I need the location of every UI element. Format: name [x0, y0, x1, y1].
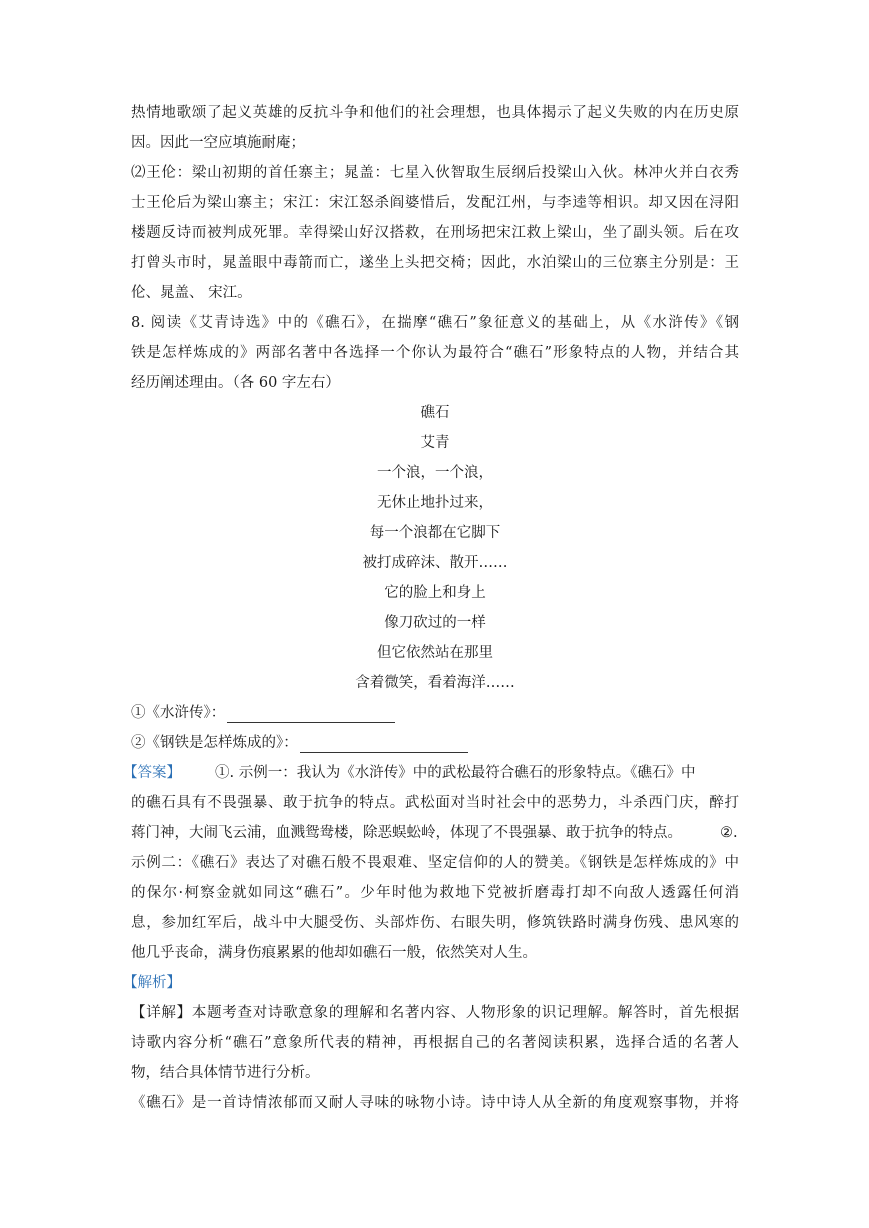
answer-blank-line[interactable]	[227, 704, 395, 723]
answer-blank-line[interactable]	[300, 734, 468, 753]
poem-line: 一个浪，一个浪，	[377, 465, 493, 481]
poem-title: 礁石	[420, 405, 450, 421]
answer-tag: 【答案】	[123, 765, 181, 781]
poem-line: 像刀砍过的一样	[384, 615, 486, 631]
question-8-line: 经历阐述理由。（各 60 字左右）	[131, 375, 340, 391]
text-line: 士王伦后为梁山寨主；宋江：宋江怒杀阎婆惜后，发配江州，与李逵等相识。却又因在浔阳	[131, 195, 739, 211]
answer-line: 的礁石具有不畏强暴、敢于抗争的特点。武松面对当时社会中的恶势力，斗杀西门庆，醉打	[131, 795, 739, 811]
poem	[131, 398, 739, 698]
poem-author: 艾青	[420, 435, 450, 451]
text-line: 打曾头市时，晁盖眼中毒箭而亡，遂坐上头把交椅；因此，水泊梁山的三位寨主分别是：王	[131, 255, 739, 271]
analysis-tag: 【解析】	[123, 975, 181, 991]
poem-line: 被打成碎沫、散开……	[362, 555, 508, 571]
analysis-line: 诗歌内容分析“礁石”意象所代表的精神，再根据自己的名著阅读积累，选择合适的名著人	[131, 1035, 739, 1051]
answer-blank-1	[131, 698, 739, 728]
text-line: 楼题反诗而被判成死罪。幸得梁山好汉搭救，在刑场把宋江救上梁山，坐了副头领。后在攻	[131, 225, 739, 241]
text-line: 伦、晁盖、 宋江。	[131, 285, 252, 301]
text-line: ⑵王伦：梁山初期的首任寨主；晁盖：七星入伙智取生辰纲后投梁山入伙。林冲火并白衣秀	[131, 165, 739, 181]
answer-first-line	[123, 758, 739, 788]
question-8-line: 铁是怎样炼成的》两部名著中各选择一个你认为最符合“礁石”形象特点的人物，并结合其	[131, 345, 739, 361]
analysis-line: 物，结合具体情节进行分析。	[131, 1065, 320, 1081]
text-line: 热情地歌颂了起义英雄的反抗斗争和他们的社会理想，也具体揭示了起义失败的内在历史原	[131, 105, 739, 121]
question-8-line: 8. 阅读《艾青诗选》中的《礁石》，在揣摩“礁石”象征意义的基础上，从《水浒传》《钢	[131, 315, 739, 331]
poem-line: 无休止地扑过来，	[377, 495, 493, 511]
answer-line: 息，参加红军后，战斗中大腿受伤、头部炸伤、右眼失明，修筑铁路时满身伤残、患风寒的	[131, 915, 739, 931]
answer-text: 蒋门神，大闹飞云浦，血溅鸳鸯楼，除恶蜈蚣岭，体现了不畏强暴、敢于抗争的特点。	[131, 825, 682, 841]
answer-line: 示例二：《礁石》表达了对礁石般不畏艰难、坚定信仰的人的赞美。《钢铁是怎样炼成的》中	[131, 855, 739, 871]
analysis-line: 《礁石》是一首诗情浓郁而又耐人寻味的咏物小诗。诗中诗人从全新的角度观察事物，并将	[131, 1095, 739, 1111]
analysis-line: 【详解】本题考查对诗歌意象的理解和名著内容、人物形象的识记理解。解答时，首先根据	[131, 1005, 739, 1021]
poem-line: 但它依然站在那里	[377, 645, 493, 661]
blank-label: ①《水浒传》：	[131, 705, 226, 721]
answer-marker: ②.	[720, 825, 738, 841]
blank-label: ②《钢铁是怎样炼成的》：	[131, 735, 298, 751]
poem-line: 它的脸上和身上	[384, 585, 486, 601]
answer-line: 他几乎丧命，满身伤痕累累的他却如礁石一般，依然笑对人生。	[131, 945, 537, 961]
answer-line	[131, 818, 739, 848]
answer-text: ①. 示例一：我认为《水浒传》中的武松最符合礁石的形象特点。《礁石》中	[215, 765, 696, 781]
text-line: 因。因此一空应填施耐庵；	[131, 135, 305, 151]
answer-blank-2	[131, 728, 739, 758]
poem-line: 含着微笑，看着海洋……	[355, 675, 515, 691]
answer-line: 的保尔·柯察金就如同这“礁石”。少年时他为救地下党被折磨毒打却不向敌人透露任何消	[131, 885, 739, 901]
poem-line: 每一个浪都在它脚下	[369, 525, 501, 541]
document-body	[123, 98, 739, 1118]
